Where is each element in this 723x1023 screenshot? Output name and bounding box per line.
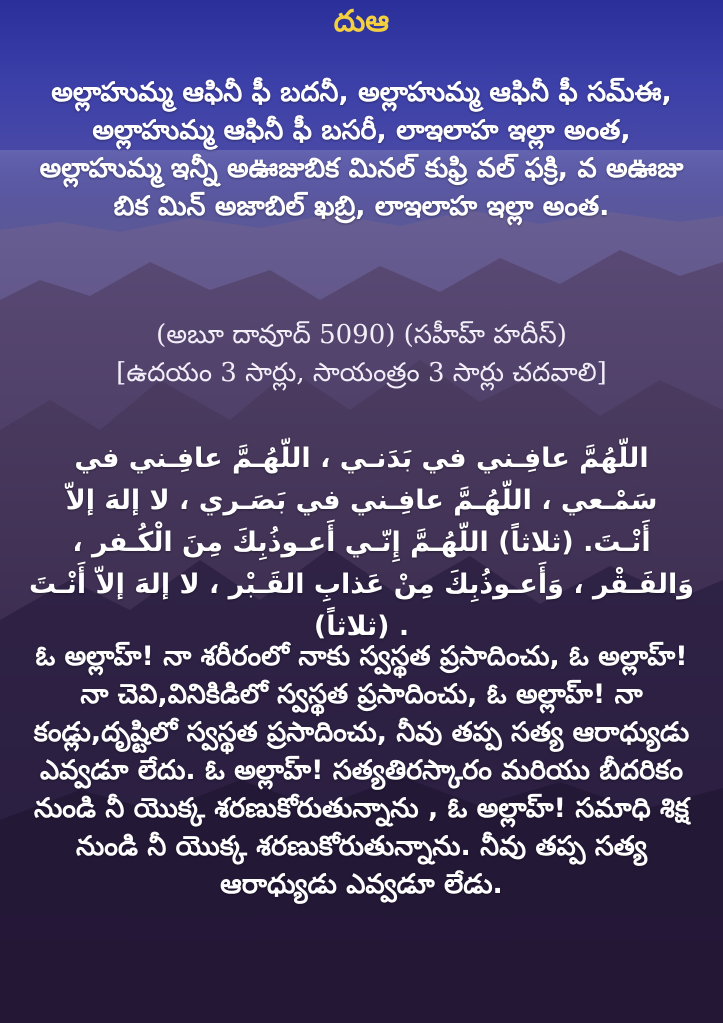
hadith-reference	[20, 316, 703, 392]
arabic-dua-text: اللّهُمَّ عافِـني في بَدَنـي ، اللّهُـمَّ عافِـني في سَمْـعي ، اللّهُـمَّ عافِـني في بَصَـري ، لا إلهَ إلاّ أَنْـتَ. (ثلاثاً) اللّهُـمَّ إِنّـي أَعـوذُبِكَ مِنَ الْكُـفر ، وَالفَـقْر ، وَأَعـوذُبِكَ مِنْ عَذابِ القَـبْر ، لا إلهَ إلاّ أَنْـتَ . (ثلاثاً)	[28, 443, 695, 642]
recitation-instruction: [ఉదయం 3 సార్లు, సాయంత్రం 3 సార్లు చదవాలి]	[116, 358, 607, 388]
telugu-transliteration: అల్లాహుమ్మ ఆఫినీ ఫీ బదనీ, అల్లాహుమ్మ ఆఫినీ ఫీ సమ్ఈ, అల్లాహుమ్మ ఆఫినీ ఫీ బసరీ, లాఇలాహ ఇల్లా అంత, అల్లాహుమ్మ ఇన్నీ అఊజుబిక మినల్ కుఫ్రి వల్ ఫక్రి, వ అఊజు బిక మిన్ అజాబిల్ ఖబ్రి, లాఇలాహ ఇల్లా అంత.	[39, 77, 684, 222]
page-title: దుఆ	[333, 4, 390, 39]
telugu-translation: ఓ అల్లాహ్! నా శరీరంలో నాకు స్వస్థత ప్రసాదించు, ఓ అల్లాహ్! నా చెవి,వినికిడిలో స్వస్థత ప్రసాదించు, ఓ అల్లాహ్! నా కండ్లు,దృష్టిలో స్వస్థత ప్రసాదించు, నీవు తప్ప సత్య ఆరాధ్యుడు ఎవ్వడూ లేదు. ఓ అల్లాహ్! సత్యతిరస్కారం మరియు బీదరికం నుండి నీ యొక్క శరణుకోరుతున్నాను , ఓ అల్లాహ్! సమాధి శిక్ష నుండి నీ యొక్క శరణుకోరుతున్నాను. నీవు తప్ప సత్య ఆరాధ్యుడు ఎవ్వడూ లేడు.	[33, 641, 690, 900]
reference-source: (అబూ దావూద్ 5090) (సహీహ్ హదీస్)	[156, 320, 567, 350]
